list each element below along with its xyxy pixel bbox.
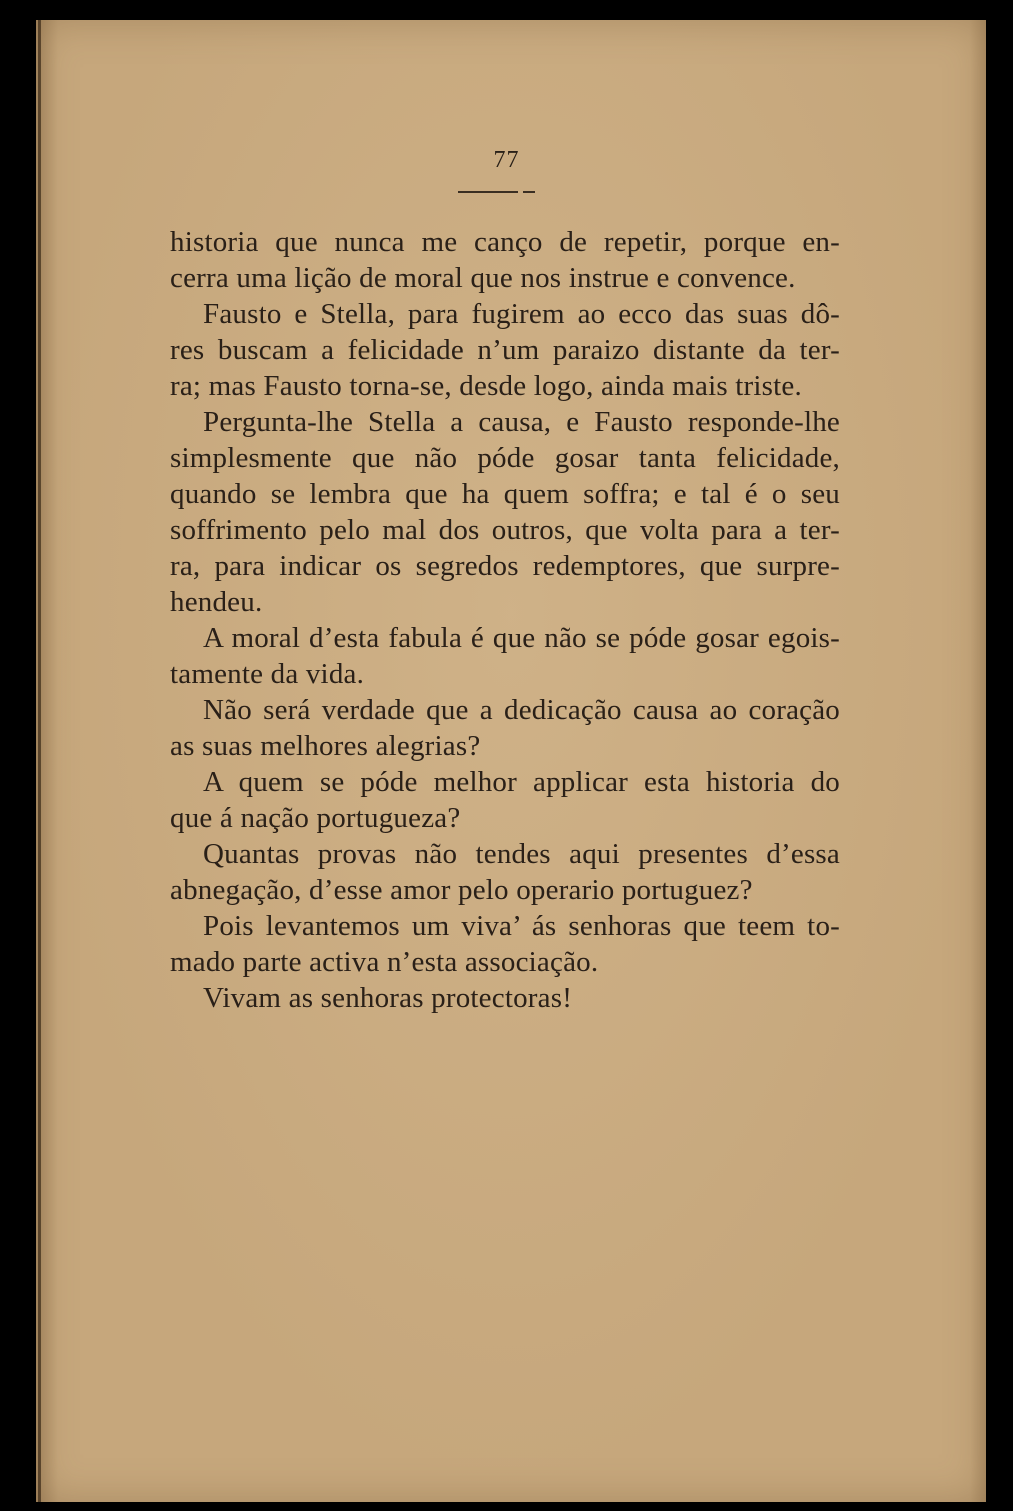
page-gutter-edge [38, 20, 41, 1502]
text-line: quando se lembra que ha quem soffra; e tal é o seu [170, 478, 840, 510]
text-line: Pergunta-lhe Stella a causa, e Fausto responde-lhe [203, 406, 840, 438]
header-rule [458, 191, 518, 193]
text-line: hendeu. [170, 586, 263, 618]
text-line: soffrimento pelo mal dos outros, que volta para a ter- [170, 514, 840, 546]
text-line: que á nação portugueza? [170, 802, 461, 834]
text-line: res buscam a felicidade n’um paraizo distante da ter- [170, 334, 840, 366]
text-line: simplesmente que não póde gosar tanta felicidade, [170, 442, 840, 474]
text-line: A moral d’esta fabula é que não se póde gosar egois- [203, 622, 840, 654]
text-line: Vivam as senhoras protectoras! [203, 982, 573, 1014]
text-line: A quem se póde melhor applicar esta historia do [203, 766, 840, 798]
text-line: cerra uma lição de moral que nos instrue e convence. [170, 262, 796, 294]
text-line: as suas melhores alegrias? [170, 730, 481, 762]
text-line: Não será verdade que a dedicação causa ao coração [203, 694, 840, 726]
text-line: Fausto e Stella, para fugirem ao ecco das suas dô- [203, 298, 840, 330]
text-line: mado parte activa n’esta associação. [170, 946, 599, 978]
text-line: abnegação, d’esse amor pelo operario portuguez? [170, 874, 753, 906]
text-line: historia que nunca me canço de repetir, porque en- [170, 226, 840, 258]
text-line: Pois levantemos um viva’ ás senhoras que teem to- [203, 910, 840, 942]
text-line: Quantas provas não tendes aqui presentes d’essa [203, 838, 840, 870]
text-line: tamente da vida. [170, 658, 365, 690]
page-number: 77 [493, 147, 520, 173]
body-text [170, 224, 840, 1016]
header-rule-dash [523, 191, 535, 193]
text-line: ra; mas Fausto torna-se, desde logo, ainda mais triste. [170, 370, 802, 402]
text-line: ra, para indicar os segredos redemptores, que surpre- [170, 550, 840, 582]
